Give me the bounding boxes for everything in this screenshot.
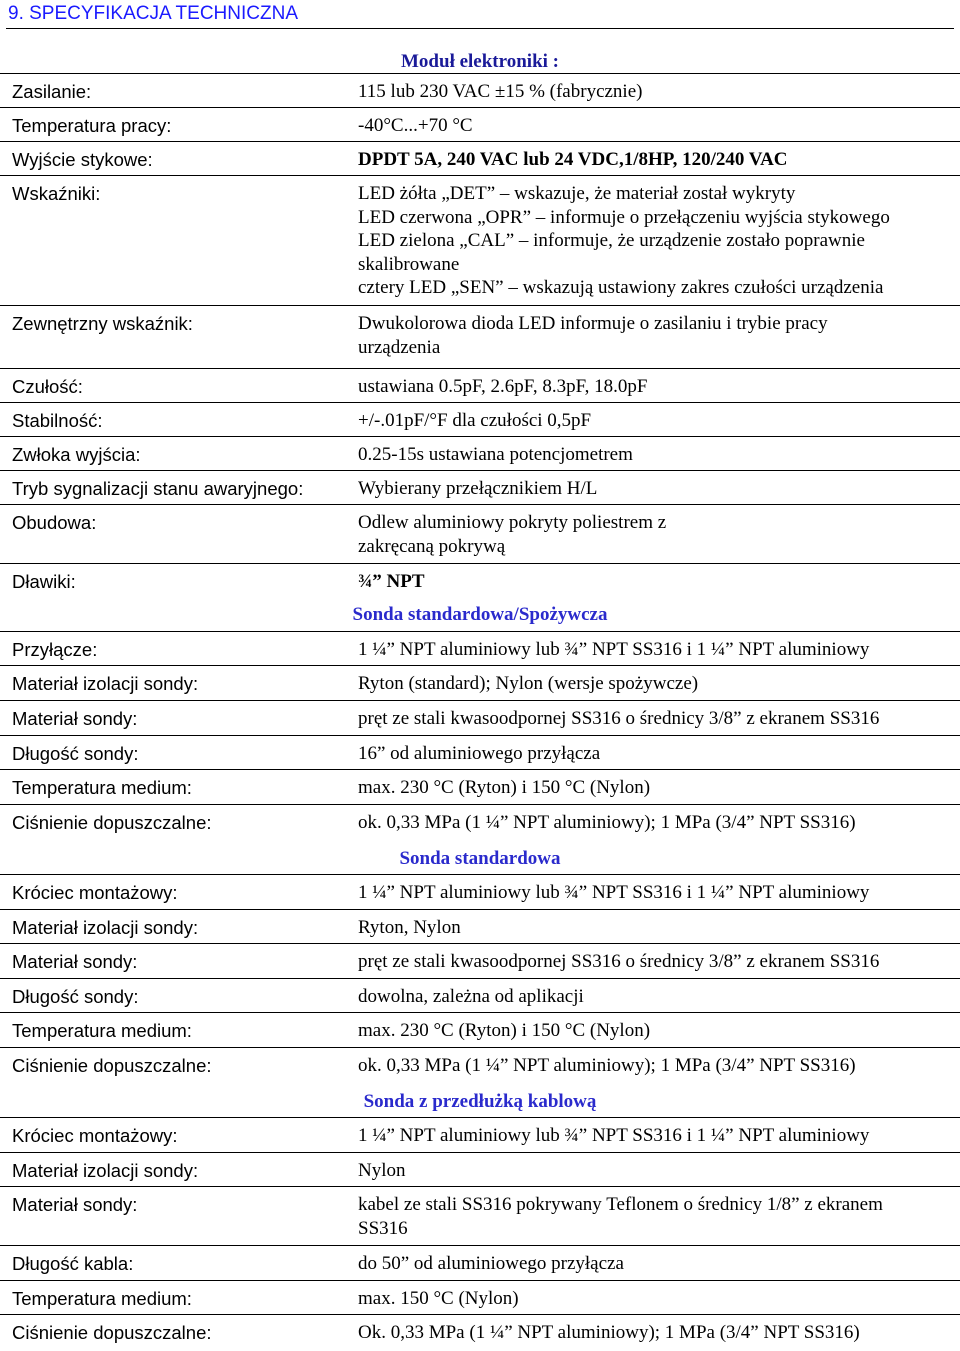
spec-row bbox=[0, 804, 960, 840]
spec-value bbox=[358, 182, 954, 300]
spec-value: Ryton (standard); Nylon (wersje spożywcze) bbox=[358, 673, 699, 694]
spec-value-line: zakręcaną pokrywą bbox=[358, 535, 506, 557]
spec-value: DPDT 5A, 240 VAC lub 24 VDC,1/8HP, 120/240 VAC bbox=[358, 149, 788, 170]
spec-value: -40°C...+70 °C bbox=[358, 115, 473, 136]
spec-value: 1 ¼” NPT aluminiowy lub ¾” NPT SS316 i 1 ¼” NPT aluminiowy bbox=[358, 1125, 870, 1146]
spec-label: Materiał sondy: bbox=[12, 1194, 138, 1215]
spec-value: 0.25-15s ustawiana potencjometrem bbox=[358, 444, 633, 465]
spec-row bbox=[0, 1245, 960, 1281]
spec-value-line: SS316 bbox=[358, 1217, 408, 1239]
spec-value: do 50” od aluminiowego przyłącza bbox=[358, 1253, 624, 1274]
spec-label: Materiał sondy: bbox=[12, 708, 138, 729]
spec-row bbox=[0, 107, 960, 142]
spec-label: Ciśnienie dopuszczalne: bbox=[12, 812, 212, 833]
section-title-food-probe: Sonda standardowa/Spożywcza bbox=[352, 604, 608, 625]
spec-value: dowolna, zależna od aplikacji bbox=[358, 986, 584, 1007]
spec-row bbox=[0, 1314, 960, 1351]
spec-value: Nylon bbox=[358, 1160, 406, 1181]
spec-value-line: Dwukolorowa dioda LED informuje o zasilaniu i trybie pracy bbox=[358, 313, 828, 334]
spec-value bbox=[358, 1193, 954, 1240]
spec-row bbox=[0, 665, 960, 701]
spec-value: ok. 0,33 MPa (1 ¼” NPT aluminiowy); 1 MPa (3/4” NPT SS316) bbox=[358, 1055, 856, 1076]
spec-value: pręt ze stali kwasoodpornej SS316 o średnicy 3/8” z ekranem SS316 bbox=[358, 951, 880, 972]
spec-label: Materiał izolacji sondy: bbox=[12, 1160, 199, 1181]
spec-label: Przyłącze: bbox=[12, 639, 98, 660]
spec-row bbox=[0, 769, 960, 805]
spec-row bbox=[0, 368, 960, 403]
spec-row bbox=[0, 73, 960, 108]
spec-label: Długość sondy: bbox=[12, 743, 139, 764]
spec-row bbox=[0, 402, 960, 437]
spec-row bbox=[0, 909, 960, 944]
spec-label: Temperatura medium: bbox=[12, 1020, 192, 1041]
spec-row bbox=[0, 563, 960, 598]
spec-value: 1 ¼” NPT aluminiowy lub ¾” NPT SS316 i 1 ¼” NPT aluminiowy bbox=[358, 882, 870, 903]
spec-value-line: urządzenia bbox=[358, 336, 441, 358]
spec-row bbox=[0, 436, 960, 471]
spec-value: Wybierany przełącznikiem H/L bbox=[358, 478, 598, 499]
spec-value-line: cztery LED „SEN” – wskazują ustawiony zakres czułości urządzenia bbox=[358, 277, 884, 298]
spec-row bbox=[0, 1047, 960, 1083]
spec-label: Króciec montażowy: bbox=[12, 882, 178, 903]
spec-row bbox=[0, 1280, 960, 1315]
spec-row bbox=[0, 1117, 960, 1153]
spec-value bbox=[358, 312, 954, 359]
spec-label: Wyjście stykowe: bbox=[12, 149, 153, 170]
spec-label: Zwłoka wyjścia: bbox=[12, 444, 141, 465]
spec-label: Materiał izolacji sondy: bbox=[12, 673, 199, 694]
spec-row bbox=[0, 305, 960, 369]
spec-row bbox=[0, 735, 960, 770]
spec-value: Ryton, Nylon bbox=[358, 917, 461, 938]
section-title-standard-probe: Sonda standardowa bbox=[399, 848, 561, 869]
section-title-electronics: Moduł elektroniki : bbox=[401, 51, 559, 72]
spec-row bbox=[0, 470, 960, 505]
spec-value-line: kabel ze stali SS316 pokrywany Teflonem o średnicy 1/8” z ekranem bbox=[358, 1194, 883, 1215]
spec-row bbox=[0, 978, 960, 1013]
spec-value: ok. 0,33 MPa (1 ¼” NPT aluminiowy); 1 MPa (3/4” NPT SS316) bbox=[358, 812, 856, 833]
spec-label: Temperatura medium: bbox=[12, 777, 192, 798]
spec-value: max. 230 °C (Ryton) i 150 °C (Nylon) bbox=[358, 777, 651, 798]
spec-label: Zewnętrzny wskaźnik: bbox=[12, 313, 193, 334]
spec-label: Ciśnienie dopuszczalne: bbox=[12, 1055, 212, 1076]
spec-value: max. 150 °C (Nylon) bbox=[358, 1288, 519, 1309]
spec-value: pręt ze stali kwasoodpornej SS316 o średnicy 3/8” z ekranem SS316 bbox=[358, 708, 880, 729]
spec-value-line: Odlew aluminiowy pokryty poliestrem z bbox=[358, 512, 667, 533]
spec-row bbox=[0, 631, 960, 666]
spec-value: max. 230 °C (Ryton) i 150 °C (Nylon) bbox=[358, 1020, 651, 1041]
spec-label: Materiał sondy: bbox=[12, 951, 138, 972]
spec-label: Długość sondy: bbox=[12, 986, 139, 1007]
spec-value: 1 ¼” NPT aluminiowy lub ¾” NPT SS316 i 1 ¼” NPT aluminiowy bbox=[358, 639, 870, 660]
spec-row bbox=[0, 874, 960, 910]
spec-value: ¾” NPT bbox=[358, 571, 425, 592]
spec-label: Dławiki: bbox=[12, 571, 76, 592]
spec-value: +/-.01pF/°F dla czułości 0,5pF bbox=[358, 410, 592, 431]
spec-label: Tryb sygnalizacji stanu awaryjnego: bbox=[12, 478, 304, 499]
spec-row bbox=[0, 1012, 960, 1048]
section-heading: 9. SPECYFIKACJA TECHNICZNA bbox=[6, 2, 954, 29]
spec-label: Króciec montażowy: bbox=[12, 1125, 178, 1146]
spec-value: 115 lub 230 VAC ±15 % (fabrycznie) bbox=[358, 81, 643, 102]
spec-value: 16” od aluminiowego przyłącza bbox=[358, 743, 601, 764]
spec-value-line: LED żółta „DET” – wskazuje, że materiał został wykryty bbox=[358, 183, 796, 204]
spec-label: Zasilanie: bbox=[12, 81, 92, 102]
spec-label: Temperatura medium: bbox=[12, 1288, 192, 1309]
spec-value: ustawiana 0.5pF, 2.6pF, 8.3pF, 18.0pF bbox=[358, 376, 648, 397]
spec-value bbox=[358, 511, 954, 558]
spec-label: Stabilność: bbox=[12, 410, 103, 431]
spec-value-line: LED czerwona „OPR” – informuje o przełączeniu wyjścia stykowego bbox=[358, 206, 890, 228]
spec-row bbox=[0, 504, 960, 564]
spec-label: Czułość: bbox=[12, 376, 83, 397]
spec-row bbox=[0, 700, 960, 736]
spec-value-line: skalibrowane bbox=[358, 253, 460, 275]
spec-value-line: LED zielona „CAL” – informuje, że urządzenie zostało poprawnie bbox=[358, 230, 865, 251]
spec-label: Temperatura pracy: bbox=[12, 115, 172, 136]
spec-row bbox=[0, 1152, 960, 1187]
spec-label: Obudowa: bbox=[12, 512, 97, 533]
spec-value: Ok. 0,33 MPa (1 ¼” NPT aluminiowy); 1 MPa (3/4” NPT SS316) bbox=[358, 1322, 860, 1343]
spec-label: Wskaźniki: bbox=[12, 183, 101, 204]
spec-label: Ciśnienie dopuszczalne: bbox=[12, 1322, 212, 1343]
spec-label: Długość kabla: bbox=[12, 1253, 134, 1274]
spec-label: Materiał izolacji sondy: bbox=[12, 917, 199, 938]
spec-row bbox=[0, 141, 960, 176]
section-title-cable-probe: Sonda z przedłużką kablową bbox=[363, 1091, 597, 1112]
spec-row bbox=[0, 1186, 960, 1246]
spec-row bbox=[0, 175, 960, 306]
spec-row bbox=[0, 943, 960, 979]
